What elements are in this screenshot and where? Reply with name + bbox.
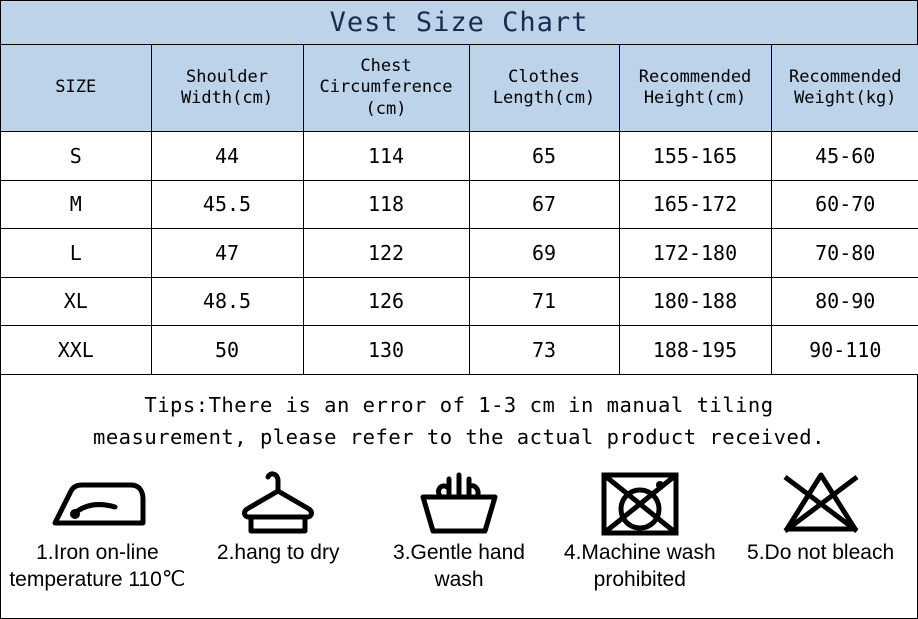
cell-recommended-weight: 70-80 [771, 229, 918, 278]
cell-clothes-length: 73 [469, 326, 619, 375]
cell-recommended-weight: 80-90 [771, 277, 918, 326]
care-label-iron: 1.Iron on-line temperature 110℃ [9, 541, 186, 591]
chart-title-bar [1, 1, 917, 45]
care-item-no-machine-wash [549, 466, 730, 594]
column-header-shoulder-width: Shoulder Width(cm) [151, 45, 303, 132]
cell-chest-circumference: 114 [303, 132, 469, 181]
column-header-size: SIZE [1, 45, 151, 132]
tips-line-1: Tips:There is an error of 1-3 cm in manual tiling [144, 392, 774, 417]
cell-recommended-weight: 60-70 [771, 180, 918, 229]
care-item-hang-dry [188, 466, 369, 567]
table-row [1, 229, 918, 278]
table-row [1, 180, 918, 229]
table-row [1, 277, 918, 326]
care-label-no-machine-wash: 4.Machine wash prohibited [563, 541, 716, 591]
care-item-no-bleach [730, 466, 911, 567]
column-header-recommended-weight: Recommended Weight(kg) [771, 45, 918, 132]
cell-shoulder-width: 50 [151, 326, 303, 375]
cell-clothes-length: 71 [469, 277, 619, 326]
cell-size: XL [1, 277, 151, 326]
care-label-no-bleach: 5.Do not bleach [747, 541, 895, 565]
cell-size: M [1, 180, 151, 229]
cell-shoulder-width: 47 [151, 229, 303, 278]
cell-shoulder-width: 44 [151, 132, 303, 181]
cell-shoulder-width: 45.5 [151, 180, 303, 229]
table-row [1, 132, 918, 181]
column-header-recommended-height: Recommended Height(cm) [619, 45, 771, 132]
hanger-dry-icon [235, 466, 321, 538]
cell-recommended-weight: 90-110 [771, 326, 918, 375]
cell-clothes-length: 67 [469, 180, 619, 229]
table-row [1, 326, 918, 375]
table-header-row [1, 45, 918, 132]
cell-size: L [1, 229, 151, 278]
cell-recommended-height: 188-195 [619, 326, 771, 375]
care-item-hand-wash [369, 466, 550, 594]
care-instructions-row [1, 460, 917, 618]
cell-recommended-height: 172-180 [619, 229, 771, 278]
care-label-hang-dry: 2.hang to dry [216, 541, 340, 565]
cell-size: S [1, 132, 151, 181]
cell-recommended-height: 180-188 [619, 277, 771, 326]
cell-recommended-height: 155-165 [619, 132, 771, 181]
column-header-clothes-length: Clothes Length(cm) [469, 45, 619, 132]
cell-size: XXL [1, 326, 151, 375]
cell-clothes-length: 65 [469, 132, 619, 181]
size-table [1, 45, 918, 375]
no-machine-wash-icon [594, 466, 686, 538]
care-item-iron [7, 466, 188, 594]
cell-recommended-weight: 45-60 [771, 132, 918, 181]
column-header-chest-circumference: Chest Circumference (cm) [303, 45, 469, 132]
hand-wash-icon [411, 466, 507, 538]
no-bleach-icon [775, 466, 867, 538]
cell-chest-circumference: 118 [303, 180, 469, 229]
cell-chest-circumference: 130 [303, 326, 469, 375]
cell-clothes-length: 69 [469, 229, 619, 278]
cell-chest-circumference: 126 [303, 277, 469, 326]
iron-icon [45, 466, 149, 538]
cell-shoulder-width: 48.5 [151, 277, 303, 326]
page-title: Vest Size Chart [329, 7, 589, 38]
care-label-hand-wash: 3.Gentle hand wash [393, 541, 525, 591]
cell-recommended-height: 165-172 [619, 180, 771, 229]
tips-text [1, 375, 917, 461]
tips-line-2: measurement, please refer to the actual product received. [93, 425, 825, 450]
cell-chest-circumference: 122 [303, 229, 469, 278]
